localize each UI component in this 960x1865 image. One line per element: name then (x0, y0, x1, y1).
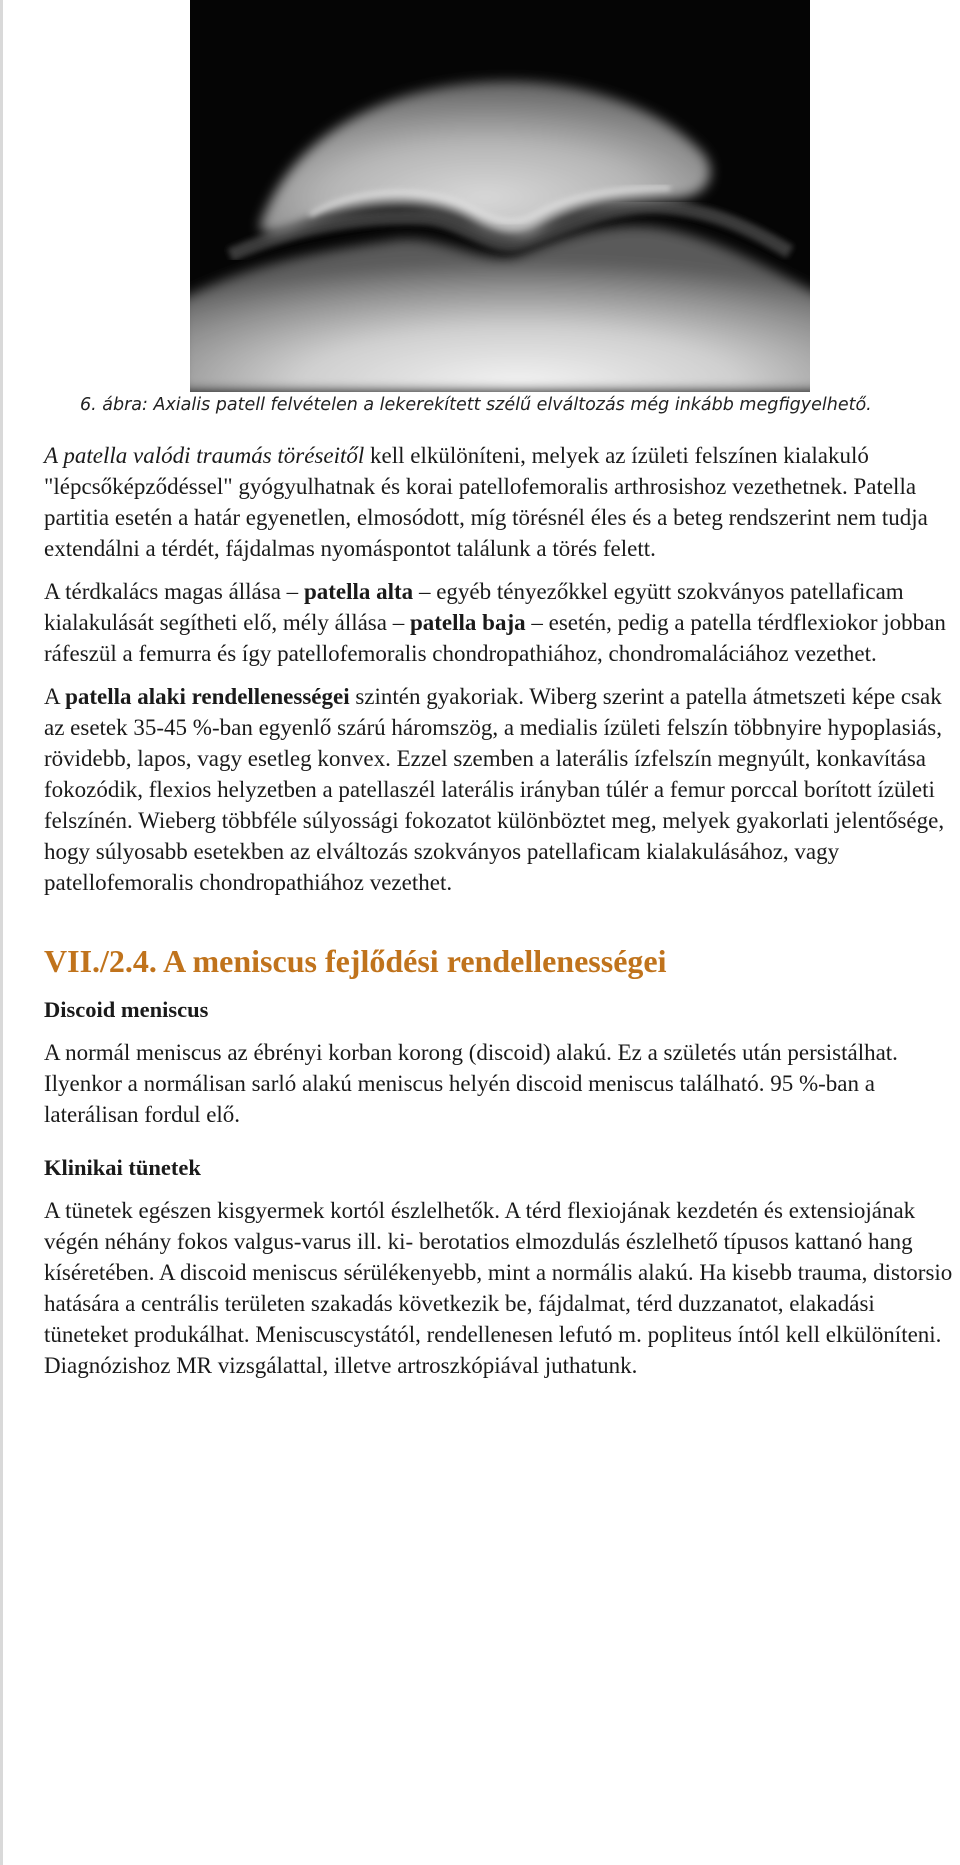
paragraph-patella-fracture (44, 440, 960, 564)
paragraph-discoid-meniscus: A normál meniscus az ébrényi korban korong (discoid) alakú. Ez a születés után persistálhat. Ilyenkor a normálisan sarló alakú meniscus helyén discoid meniscus található. 95 %-ban a laterálisan fordul elő. (44, 1040, 898, 1127)
document-page (44, 0, 956, 1381)
subheading-discoid-meniscus: Discoid meniscus (44, 997, 209, 1022)
section-heading: VII./2.4. A meniscus fejlődési rendellenességei (44, 943, 667, 979)
paragraph-text: kell elkülöníteni, melyek az ízületi felszínen kialakuló "lépcsőképződéssel" gyógyulhatnak és korai patellofemoralis arthrosishoz vezethetnek. Patella partitia esetén a határ egyenetlen, elmosódott, míg törésnél éles és a beteg rendszerint nem tudja extendálni a térdét, fájdalmas nyomáspontot találunk a törés felett. (44, 443, 928, 561)
paragraph-text: – egyéb tényezőkkel együtt szokványos patellaficam kialakulását segítheti elő, mély állása – (44, 579, 904, 635)
term-patella-anomalies: patella alaki rendellenességei (65, 684, 350, 709)
italic-lead: A patella valódi traumás töréseitől (44, 443, 365, 468)
term-patella-alta: patella alta (303, 579, 414, 604)
paragraph-clinical-symptoms: A tünetek egészen kisgyermek kortól észlelhetők. A térd flexiojának kezdetén és extensiojának végén néhány fokos valgus-varus ill. ki- berotatios elmozdulás észlelhető típusos kattanó hang kíséretében. A discoid meniscus sérülékenyebb, mint a normális alakú. Ha kisebb trauma, distorsio hatására a centrális területen szakadás következik be, fájdalmat, térd duzzanatot, elakadási tüneteket produkálhat. Meniscuscystától, rendellenesen lefutó m. popliteus íntól kell elkülöníteni. Diagnózishoz MR vizsgálattal, illetve artroszkópiával juthatunk. (44, 1198, 953, 1378)
paragraph-patella-position (44, 576, 960, 669)
paragraph-text: – esetén, pedig a patella térdflexiokor jobban ráfeszül a femurra és így patellofemoralis chondropathiához, chondromaláciához vezethet. (44, 610, 946, 666)
term-patella-baja: patella baja (409, 610, 526, 635)
subheading-clinical-symptoms: Klinikai tünetek (44, 1155, 201, 1180)
paragraph-text: A térdkalács magas állása – (44, 579, 304, 604)
paragraph-patella-shape (44, 681, 960, 898)
paragraph-text: A (44, 684, 66, 709)
page-left-border (0, 0, 3, 1865)
xray-figure (190, 0, 810, 392)
axial-patella-xray-image (190, 0, 810, 392)
figure-caption: 6. ábra: Axialis patell felvételen a lekerekített szélű elváltozás még inkább megfigyelhető. (80, 395, 872, 415)
paragraph-text: szintén gyakoriak. Wiberg szerint a patella átmetszeti képe csak az esetek 35-45 %-ban egyenlő szárú háromszög, a medialis ízületi felszín többnyire hypoplasiás, rövidebb, lapos, vagy esetleg konvex. Ezzel szemben a laterális ízfelszín megnyúlt, konkavítása fokozódik, flexios helyzetben a patellaszél laterális irányban túlér a femur porccal borított ízületi felszínén. Wieberg többféle súlyossági fokozatot különböztet meg, melyek gyakorlati jelentősége, hogy súlyosabb esetekben az elváltozás szokványos patellaficam kialakulásához, vagy patellofemoralis chondropathiához vezethet. (44, 684, 945, 895)
